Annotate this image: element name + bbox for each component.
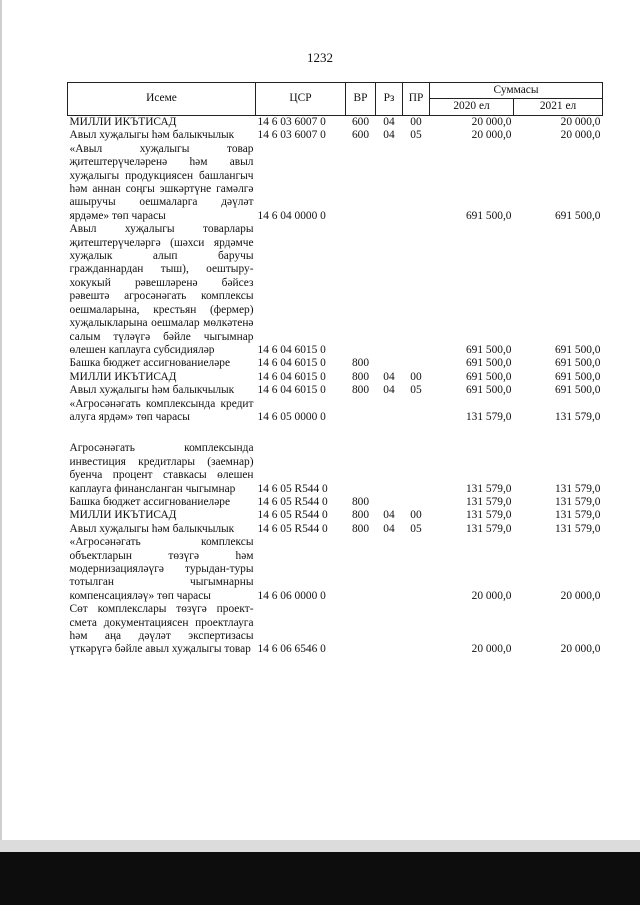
row-2020: 131 579,0	[465, 495, 512, 508]
row-2020: 20 000,0	[471, 116, 512, 128]
row-csr: 14 6 06 6546 0	[257, 643, 326, 656]
row-vr: 800	[351, 357, 370, 370]
table-row	[68, 496, 603, 509]
scan-bottom-edge	[0, 852, 640, 905]
page-number: 1232	[307, 50, 333, 65]
row-vr	[346, 536, 376, 603]
header-csr: ЦСР	[256, 83, 346, 116]
row-vr	[346, 442, 376, 496]
row-2021: 20 000,0	[560, 116, 601, 128]
row-2020: 691 500,0	[465, 370, 512, 383]
row-csr: 14 6 04 6015 0	[257, 357, 326, 370]
row-rz: 04	[383, 384, 395, 397]
row-2021: 131 579,0	[554, 482, 601, 495]
row-2020: 20 000,0	[471, 129, 512, 142]
table-row	[68, 143, 603, 223]
row-name: Башка бюджет ассигнованиеләре	[69, 495, 231, 508]
row-csr: 14 6 05 R544 0	[257, 522, 328, 535]
row-2021: 691 500,0	[554, 343, 601, 356]
row-2020: 131 579,0	[465, 522, 512, 535]
table-row	[68, 509, 603, 522]
row-2021: 131 579,0	[554, 410, 601, 423]
row-vr: 600	[351, 116, 370, 128]
row-2021: 131 579,0	[554, 495, 601, 508]
row-name: «Агросәнәгать комплексында кредит алуга ярдәм» төп чарасы	[69, 397, 254, 423]
row-pr: 00	[410, 509, 422, 522]
row-rz	[376, 398, 403, 425]
row-2021: 20 000,0	[560, 643, 601, 656]
row-pr	[403, 398, 430, 425]
row-2020: 691 500,0	[465, 384, 512, 397]
table-row	[68, 398, 603, 425]
row-2020: 691 500,0	[465, 357, 512, 370]
row-pr	[403, 357, 430, 370]
row-2020: 131 579,0	[465, 509, 512, 522]
row-vr: 800	[351, 370, 370, 383]
row-name: МИЛЛИ ИКЪТИСАД	[69, 509, 177, 522]
row-pr	[403, 603, 430, 657]
row-rz	[376, 536, 403, 603]
row-vr: 800	[351, 384, 370, 397]
spacer-row	[68, 424, 603, 442]
row-2021: 691 500,0	[554, 370, 601, 383]
header-year-2020: 2020 ел	[430, 99, 514, 116]
row-vr	[346, 143, 376, 223]
row-vr: 800	[351, 509, 370, 522]
row-csr: 14 6 03 6007 0	[257, 129, 326, 142]
row-name: Авыл хуҗалыгы һәм балыкчылык	[69, 522, 235, 535]
table-row	[68, 357, 603, 370]
scan-shadow	[0, 840, 640, 852]
table-row	[68, 442, 603, 496]
row-2020: 691 500,0	[465, 343, 512, 356]
row-rz	[376, 496, 403, 509]
row-name: «Авыл хуҗалыгы товар җитештерүчеләренә һәм авыл хуҗалыгы продукциясен башлангыч һәм аннан соңгы эшкәртүне гамәлгә ашыручы оешмаларга дәүләт ярдәме» төп чарасы	[69, 142, 254, 222]
row-csr: 14 6 05 R544 0	[257, 482, 328, 495]
row-vr: 800	[351, 495, 370, 508]
row-csr: 14 6 05 R544 0	[257, 495, 328, 508]
row-name: Авыл хуҗалыгы товарлары җитештерүчеләргә (шәхси ярдәмчe хуҗалык алып баручы гражданнардан тыш), оештыру-хокукый рәвешләренә бәйсез рәвештә агросәнәгать комплексы оешмаларына, крестьян (фермер) хуҗалыкларына оешмалар мөлкәтенә салым түләүгә бәйле чыгымнар өлешен каплауга субсидияләр	[69, 223, 254, 356]
row-pr: 05	[410, 384, 422, 397]
row-name: МИЛЛИ ИКЪТИСАД	[69, 370, 177, 383]
table-row	[68, 384, 603, 397]
row-name: Сөт комплекслары төзүгә проект-смета документациясен проектлауга һәм аңа дәүләт экспертизасы үткәрүгә бәйле авыл хуҗалыгы товар	[69, 603, 254, 656]
row-pr: 00	[410, 370, 422, 383]
row-rz	[376, 603, 403, 657]
row-rz	[376, 143, 403, 223]
row-name: Агросәнәгать комплексында инвестиция кредитлары (заемнар) буенча процент ставкасы өлешен каплауга финансланган чыгымнар	[69, 442, 254, 495]
row-csr: 14 6 04 6015 0	[257, 384, 326, 397]
scan-edge	[0, 0, 2, 905]
row-rz: 04	[383, 509, 395, 522]
row-csr: 14 6 03 6007 0	[257, 116, 326, 128]
header-year-2021: 2021 ел	[514, 99, 603, 116]
row-pr	[403, 223, 430, 357]
row-pr	[403, 496, 430, 509]
row-name: Башка бюджет ассигнованиеләре	[69, 357, 231, 370]
row-pr	[403, 442, 430, 496]
table-row	[68, 223, 603, 357]
row-rz: 04	[383, 116, 395, 128]
spacer-cell	[68, 424, 603, 442]
row-csr: 14 6 06 0000 0	[257, 589, 326, 602]
row-vr	[346, 223, 376, 357]
row-pr: 05	[410, 522, 422, 535]
row-csr: 14 6 04 0000 0	[257, 209, 326, 222]
row-name: «Агросәнәгать комплексы объектларын төзүгә һәм модернизацияләүгә турыдан-туры тотылган чыгымнарны компенсацияләү» төп чарасы	[69, 536, 254, 602]
row-2021: 691 500,0	[554, 384, 601, 397]
row-csr: 14 6 04 6015 0	[257, 370, 326, 383]
table-row	[68, 603, 603, 657]
row-pr	[403, 143, 430, 223]
row-2020: 131 579,0	[465, 482, 512, 495]
header-sums: Суммасы	[430, 83, 603, 99]
row-name: Авыл хуҗалыгы һәм балыкчылык	[69, 129, 235, 142]
table-body	[68, 116, 603, 657]
row-vr: 600	[351, 129, 370, 142]
row-2021: 131 579,0	[554, 522, 601, 535]
table-row	[68, 536, 603, 603]
row-rz: 04	[383, 522, 395, 535]
row-2021: 691 500,0	[554, 357, 601, 370]
table-row	[68, 523, 603, 536]
row-2020: 20 000,0	[471, 643, 512, 656]
table-row	[68, 371, 603, 384]
row-2021: 691 500,0	[554, 209, 601, 222]
row-rz: 04	[383, 370, 395, 383]
row-2021: 131 579,0	[554, 509, 601, 522]
header-vr: ВР	[346, 83, 376, 116]
row-rz	[376, 223, 403, 357]
budget-table	[67, 82, 603, 657]
row-vr	[346, 603, 376, 657]
row-2021: 20 000,0	[560, 129, 601, 142]
row-vr	[346, 398, 376, 425]
row-2020: 20 000,0	[471, 589, 512, 602]
row-2020: 131 579,0	[465, 410, 512, 423]
table-row	[68, 129, 603, 142]
header-name: Исеме	[68, 83, 256, 116]
header-rz: Рз	[376, 83, 403, 116]
row-pr: 00	[410, 116, 422, 128]
row-name: МИЛЛИ ИКЪТИСАД	[69, 116, 177, 128]
row-pr	[403, 536, 430, 603]
row-rz: 04	[383, 129, 395, 142]
row-name: Авыл хуҗалыгы һәм балыкчылык	[69, 384, 235, 397]
row-csr: 14 6 05 R544 0	[257, 509, 328, 522]
row-csr: 14 6 04 6015 0	[257, 343, 326, 356]
row-2020: 691 500,0	[465, 209, 512, 222]
row-2021: 20 000,0	[560, 589, 601, 602]
row-pr: 05	[410, 129, 422, 142]
table-row	[68, 116, 603, 130]
row-rz	[376, 442, 403, 496]
row-vr: 800	[351, 522, 370, 535]
header-pr: ПР	[403, 83, 430, 116]
row-rz	[376, 357, 403, 370]
row-csr: 14 6 05 0000 0	[257, 410, 326, 423]
